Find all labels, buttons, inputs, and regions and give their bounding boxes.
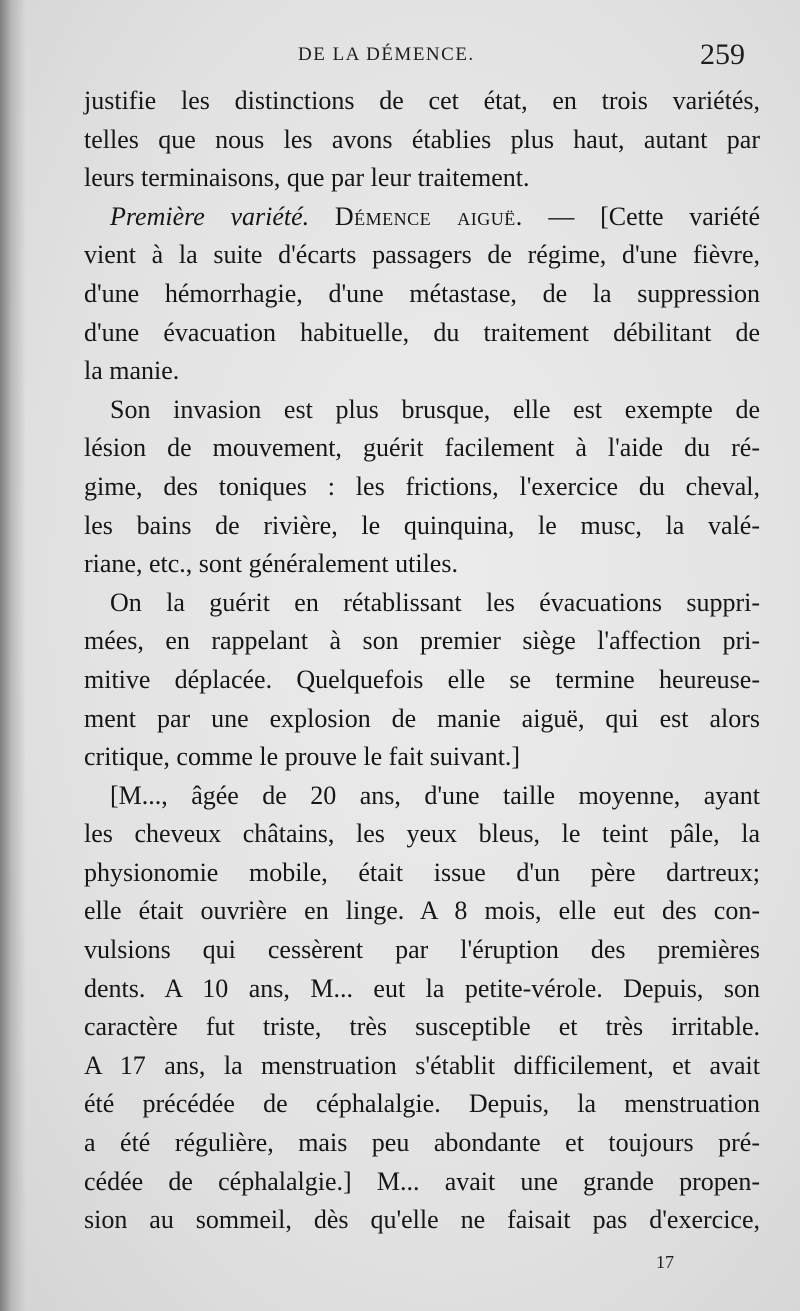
text-line: telles que nous les avons établies plus haut, autant par: [84, 124, 760, 154]
text-line: ment par une explosion de manie aiguë, qui est alors: [84, 703, 760, 733]
text-line: elle était ouvrière en linge. A 8 mois, elle eut des con-: [84, 896, 760, 926]
variety-name: Démence aiguë.: [334, 201, 523, 231]
text-line: les bains de rivière, le quinquina, le musc, la valé-: [84, 510, 760, 540]
running-title: DE LA DÉMENCE.: [298, 44, 475, 65]
text-line: On la guérit en rétablissant les évacuations suppri-: [110, 587, 760, 617]
binding-gutter-shadow: [0, 0, 26, 1311]
text-line: d'une hémorrhagie, d'une métastase, de la suppression: [84, 278, 760, 308]
text-line: critique, comme le prouve le fait suivant.]: [84, 742, 521, 772]
text-line: d'une évacuation habituelle, du traitement débilitant de: [84, 317, 760, 347]
text-line: a été régulière, mais peu abondante et toujours pré-: [84, 1128, 760, 1158]
text-line: sion au sommeil, dès qu'elle ne faisait pas d'exercice,: [84, 1205, 760, 1235]
text-line: été précédée de céphalalgie. Depuis, la menstruation: [84, 1089, 760, 1119]
text-line: cédée de céphalalgie.] M... avait une grande propen-: [84, 1166, 760, 1196]
section-heading-line: [84, 198, 760, 237]
text-line: la manie.: [84, 356, 180, 386]
text-line: les cheveux châtains, les yeux bleus, le teint pâle, la: [84, 819, 760, 849]
text-line: Son invasion est plus brusque, elle est exempte de: [110, 394, 760, 424]
text-line: vient à la suite d'écarts passagers de régime, d'une fièvre,: [84, 240, 760, 270]
text-line: lésion de mouvement, guérit facilement à l'aide du ré-: [84, 433, 760, 463]
text-line: mées, en rappelant à son premier siège l'affection pri-: [84, 626, 760, 656]
signature-mark: 17: [656, 1252, 674, 1272]
page-header: [0, 38, 800, 78]
variety-heading: Première variété.: [110, 201, 310, 231]
text-line: dents. A 10 ans, M... eut la petite-vérole. Depuis, son: [84, 973, 760, 1003]
text-line: justifie les distinctions de cet état, en trois variétés,: [84, 86, 760, 115]
text-line: riane, etc., sont généralement utiles.: [84, 549, 458, 579]
text-line: A 17 ans, la menstruation s'établit difficilement, et avait: [84, 1050, 760, 1080]
text-line: physionomie mobile, était issue d'un père dartreux;: [84, 857, 760, 887]
text-line: caractère fut triste, très susceptible et très irritable.: [84, 1012, 760, 1042]
page-number: 259: [700, 38, 745, 71]
text-line: [M..., âgée de 20 ans, d'une taille moyenne, ayant: [110, 780, 760, 810]
heading-continuation: — [Cette variété: [522, 201, 760, 231]
text-line: mitive déplacée. Quelquefois elle se termine heureuse-: [84, 664, 760, 694]
text-line: gime, des toniques : les frictions, l'exercice du cheval,: [84, 471, 760, 501]
text-line: vulsions qui cessèrent par l'éruption des premières: [84, 935, 760, 965]
body-text: [84, 82, 760, 1240]
text-line: leurs terminaisons, que par leur traitement.: [84, 163, 530, 193]
